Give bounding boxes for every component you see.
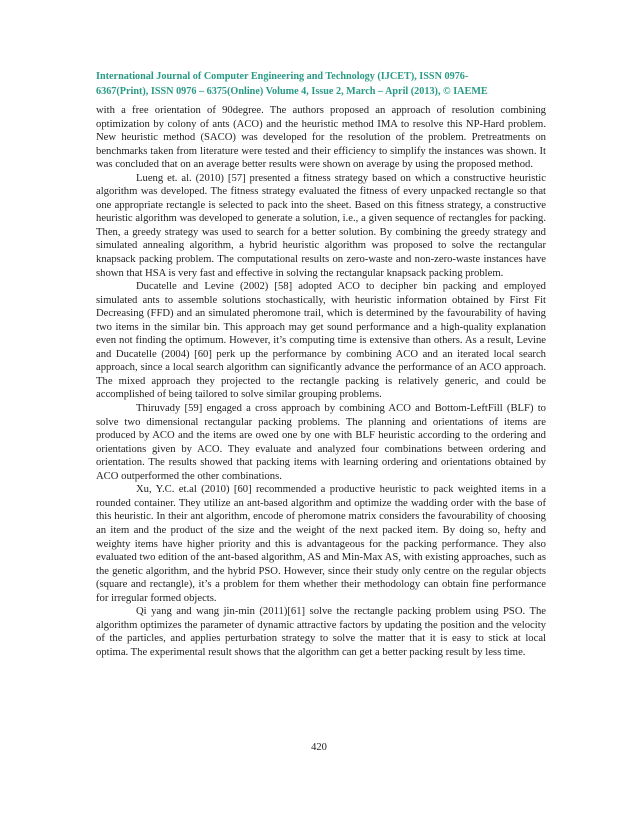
paragraph-ducatelle: Ducatelle and Levine (2002) [58] adopted ACO to decipher bin packing and employed simulated ants to assemble solutions stochastically, with heuristic information obtained by First Fit Decreasing (FFD) and an simulated pheromone trail, which is determined by the favourability of having two items in the similar bin. This approach may get sound performance and a high-quality explanation even not finding the optimum. However, it’s computing time is extensive than others. As a result, Levine and Ducatelle (2004) [60] perk up the performance by combining ACO and an iterated local search approach, since a local search algorithm can significantly advance the performance of an ACO approach. The mixed approach they projected to the rectangle packing is relatively generic, and could be accomplished of being tailored to solve similar grouping problems.	[96, 281, 546, 401]
journal-header-line-1: International Journal of Computer Engineering and Technology (IJCET), ISSN 0976-	[96, 71, 469, 82]
journal-header	[96, 70, 548, 99]
paragraph-thiruvady: Thiruvady [59] engaged a cross approach by combining ACO and Bottom-LeftFill (BLF) to solve two dimensional rectangular packing problems. The planning and orientations of items are produced by ACO and the items are owed one by one with BLF heuristic according to the ordering and orientations given by ACO. They evaluate and analyzed four combinations between ordering and orientation. The results showed that packing items with learning ordering and orientations obtained by ACO outperformed the other combinations.	[96, 403, 546, 482]
paragraph-continuation: with a free orientation of 90degree. The authors proposed an approach of resolution combining optimization by colony of ants (ACO) and the heuristic method IMA to resolve this NP-Hard problem. New heuristic method (SACO) was developed for the resolution of the problem. Pretreatments on benchmarks taken from literature were tested and their efficiency to simplify the instances was shown. It was concluded that on an average better results were shown on average by using the proposed method.	[96, 105, 546, 171]
body-text	[96, 104, 546, 659]
paragraph-qi-yang: Qi yang and wang jin-min (2011)[61] solve the rectangle packing problem using PSO. The algorithm optimizes the parameter of dynamic attractive factors by updating the position and the velocity of the particles, and applies perturbation strategy to solve the matter that it is easy to stick at local optima. The experimental result shows that the algorithm can get a better packing result by less time.	[96, 606, 546, 658]
paragraph-xu: Xu, Y.C. et.al (2010) [60] recommended a productive heuristic to pack weighted items in a rounded container. They utilize an ant-based algorithm and optimize the wadding order with the base of this heuristic. In their ant algorithm, encode of pheromone matrix considers the favourability of choosing an item and the product of the size and the weight of the next packed item. By doing so, hefty and weighty items have higher priority and this is advantageous for the packing performance. They also evaluated two edition of the ant-based algorithm, AS and Min-Max AS, with existing approaches, such as the genetic algorithm, and the hybrid PSO. However, since their study only centre on the regular objects (square and rectangle), it’s a problem for them whether their methodology can obtain fine performance for irregular formed objects.	[96, 484, 546, 604]
journal-header-line-2: 6367(Print), ISSN 0976 – 6375(Online) Volume 4, Issue 2, March – April (2013), © IAEME	[96, 85, 488, 97]
paragraph-lueng: Lueng et. al. (2010) [57] presented a fitness strategy based on which a constructive heuristic algorithm was developed. The fitness strategy evaluated the fitness of every unpacked rectangle so that one appropriate rectangle is selected to pack into the sheet. Based on this fitness strategy, a constructive heuristic algorithm was developed to generate a solution, i.e., a given sequence of rectangles for packing. Then, a greedy strategy was used to search for a better solution. By combining the greedy strategy and simulated annealing algorithm, a hybrid heuristic algorithm was proposed to solve the rectangular knapsack packing problem. The computational results on zero-waste and non-zero-waste instances have shown that HSA is very fast and effective in solving the rectangular knapsack packing problem.	[96, 172, 546, 279]
page-number: 420	[311, 742, 327, 753]
